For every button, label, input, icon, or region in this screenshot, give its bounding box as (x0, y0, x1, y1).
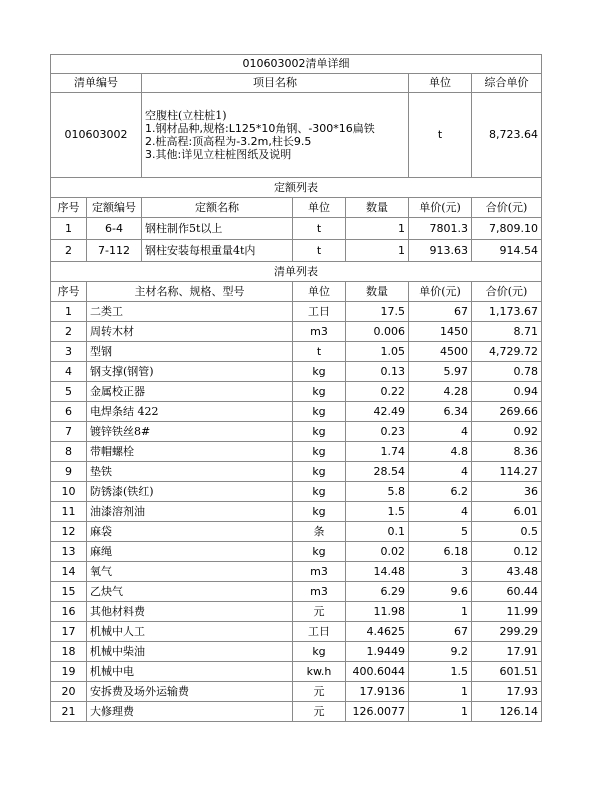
material-qty: 0.1 (346, 522, 409, 542)
material-row (51, 442, 542, 462)
material-unit-price: 67 (409, 302, 472, 322)
material-row (51, 382, 542, 402)
material-unit: 条 (293, 522, 346, 542)
material-name-header: 主材名称、规格、型号 (87, 282, 293, 302)
material-qty: 400.6044 (346, 662, 409, 682)
item-description (142, 93, 409, 178)
bill-detail-table (50, 54, 542, 722)
material-unit-price: 5 (409, 522, 472, 542)
material-name: 大修理费 (87, 702, 293, 722)
material-unit: kg (293, 462, 346, 482)
material-row (51, 362, 542, 382)
material-seq: 4 (51, 362, 87, 382)
material-name: 机械中人工 (87, 622, 293, 642)
quota-total: 914.54 (472, 240, 542, 262)
material-unit-price: 1.5 (409, 662, 472, 682)
material-name: 氧气 (87, 562, 293, 582)
quota-seq-header: 序号 (51, 198, 87, 218)
material-seq: 21 (51, 702, 87, 722)
material-seq: 8 (51, 442, 87, 462)
material-qty: 0.006 (346, 322, 409, 342)
material-seq: 16 (51, 602, 87, 622)
material-row (51, 462, 542, 482)
material-total: 0.78 (472, 362, 542, 382)
material-seq: 2 (51, 322, 87, 342)
material-total: 6.01 (472, 502, 542, 522)
material-row (51, 402, 542, 422)
material-unit-price: 9.2 (409, 642, 472, 662)
material-qty: 126.0077 (346, 702, 409, 722)
material-unit-price: 4 (409, 502, 472, 522)
material-unit: 元 (293, 682, 346, 702)
material-qty: 1.9449 (346, 642, 409, 662)
material-name: 带帽螺栓 (87, 442, 293, 462)
item-description-line: 3.其他:详见立柱桩图纸及说明 (145, 148, 292, 161)
material-qty: 14.48 (346, 562, 409, 582)
material-qty: 6.29 (346, 582, 409, 602)
material-unit-price: 5.97 (409, 362, 472, 382)
material-section-row (51, 262, 542, 282)
material-qty: 0.02 (346, 542, 409, 562)
material-row (51, 662, 542, 682)
material-seq: 1 (51, 302, 87, 322)
material-qty: 0.23 (346, 422, 409, 442)
material-unit-price: 1 (409, 602, 472, 622)
material-name: 安拆费及场外运输费 (87, 682, 293, 702)
material-total: 0.92 (472, 422, 542, 442)
material-unit-price: 4 (409, 462, 472, 482)
item-name-header: 项目名称 (142, 74, 409, 93)
material-total: 8.71 (472, 322, 542, 342)
item-header-row (51, 74, 542, 93)
material-unit-price: 4.8 (409, 442, 472, 462)
material-total: 60.44 (472, 582, 542, 602)
quota-code: 6-4 (87, 218, 142, 240)
material-unit: 元 (293, 602, 346, 622)
material-seq: 7 (51, 422, 87, 442)
item-unit: t (409, 93, 472, 178)
material-unit: kg (293, 422, 346, 442)
material-unit-price: 6.34 (409, 402, 472, 422)
material-qty: 42.49 (346, 402, 409, 422)
material-unit: 元 (293, 702, 346, 722)
material-unit-header: 单位 (293, 282, 346, 302)
material-unit-price: 4500 (409, 342, 472, 362)
item-code: 010603002 (51, 93, 142, 178)
material-unit: t (293, 342, 346, 362)
item-unit-header: 单位 (409, 74, 472, 93)
material-unit: m3 (293, 562, 346, 582)
material-header-row (51, 282, 542, 302)
material-row (51, 602, 542, 622)
material-qty: 1.05 (346, 342, 409, 362)
title-row (51, 55, 542, 74)
material-name: 其他材料费 (87, 602, 293, 622)
material-row (51, 702, 542, 722)
material-name: 型钢 (87, 342, 293, 362)
material-qty: 5.8 (346, 482, 409, 502)
material-unit: m3 (293, 322, 346, 342)
material-unit-price: 67 (409, 622, 472, 642)
quota-unit-price: 7801.3 (409, 218, 472, 240)
material-seq: 11 (51, 502, 87, 522)
material-unit-price: 1 (409, 682, 472, 702)
material-unit: m3 (293, 582, 346, 602)
material-qty: 17.9136 (346, 682, 409, 702)
material-row (51, 302, 542, 322)
material-seq: 17 (51, 622, 87, 642)
material-row (51, 622, 542, 642)
item-price: 8,723.64 (472, 93, 542, 178)
material-unit: kw.h (293, 662, 346, 682)
material-unit-price: 4.28 (409, 382, 472, 402)
material-name: 麻绳 (87, 542, 293, 562)
material-row (51, 522, 542, 542)
material-name: 电焊条结 422 (87, 402, 293, 422)
quota-total-header: 合价(元) (472, 198, 542, 218)
material-total: 36 (472, 482, 542, 502)
quota-section-row (51, 178, 542, 198)
material-unit-price: 9.6 (409, 582, 472, 602)
material-unit-price: 1450 (409, 322, 472, 342)
material-seq: 20 (51, 682, 87, 702)
material-seq: 3 (51, 342, 87, 362)
material-seq: 9 (51, 462, 87, 482)
item-row (51, 93, 542, 178)
material-seq: 14 (51, 562, 87, 582)
material-name: 二类工 (87, 302, 293, 322)
material-total: 601.51 (472, 662, 542, 682)
material-seq: 19 (51, 662, 87, 682)
material-qty: 0.13 (346, 362, 409, 382)
material-total: 4,729.72 (472, 342, 542, 362)
material-seq: 10 (51, 482, 87, 502)
material-total: 17.91 (472, 642, 542, 662)
material-unit: kg (293, 482, 346, 502)
material-name: 防锈漆(铁红) (87, 482, 293, 502)
material-seq: 13 (51, 542, 87, 562)
item-description-line: 1.钢材品种,规格:L125*10角钢、-300*16扁铁 (145, 122, 375, 135)
material-total: 0.12 (472, 542, 542, 562)
material-total: 0.94 (472, 382, 542, 402)
material-name: 钢支撑(钢管) (87, 362, 293, 382)
material-row (51, 502, 542, 522)
item-code-header: 清单编号 (51, 74, 142, 93)
quota-qty: 1 (346, 240, 409, 262)
material-qty: 1.74 (346, 442, 409, 462)
material-name: 垫铁 (87, 462, 293, 482)
quota-row (51, 218, 542, 240)
material-total: 126.14 (472, 702, 542, 722)
quota-qty-header: 数量 (346, 198, 409, 218)
material-seq-header: 序号 (51, 282, 87, 302)
material-unit-price: 6.2 (409, 482, 472, 502)
material-name: 机械中电 (87, 662, 293, 682)
material-total-header: 合价(元) (472, 282, 542, 302)
quota-unit: t (293, 240, 346, 262)
material-name: 周转木材 (87, 322, 293, 342)
material-name: 油漆溶剂油 (87, 502, 293, 522)
material-name: 乙炔气 (87, 582, 293, 602)
material-unit-price: 3 (409, 562, 472, 582)
material-unit: kg (293, 542, 346, 562)
material-row (51, 342, 542, 362)
material-total: 114.27 (472, 462, 542, 482)
material-total: 1,173.67 (472, 302, 542, 322)
material-unit: kg (293, 642, 346, 662)
quota-name: 钢柱安装每根重量4t内 (142, 240, 293, 262)
item-price-header: 综合单价 (472, 74, 542, 93)
material-unit-price: 1 (409, 702, 472, 722)
material-qty: 4.4625 (346, 622, 409, 642)
material-unit: kg (293, 502, 346, 522)
material-unit: 工日 (293, 302, 346, 322)
material-unit: kg (293, 402, 346, 422)
material-unit-price: 4 (409, 422, 472, 442)
material-seq: 15 (51, 582, 87, 602)
material-total: 299.29 (472, 622, 542, 642)
quota-total: 7,809.10 (472, 218, 542, 240)
material-unit: kg (293, 382, 346, 402)
quota-unit-price: 913.63 (409, 240, 472, 262)
quota-section-title: 定额列表 (51, 178, 542, 198)
material-unit: kg (293, 442, 346, 462)
material-row (51, 322, 542, 342)
material-qty: 11.98 (346, 602, 409, 622)
material-total: 43.48 (472, 562, 542, 582)
material-unit-price: 6.18 (409, 542, 472, 562)
item-description-line: 空腹柱(立柱桩1) (145, 109, 227, 122)
material-qty: 17.5 (346, 302, 409, 322)
material-qty: 0.22 (346, 382, 409, 402)
material-name: 金属校正器 (87, 382, 293, 402)
quota-code-header: 定额编号 (87, 198, 142, 218)
material-seq: 12 (51, 522, 87, 542)
material-section-title: 清单列表 (51, 262, 542, 282)
quota-code: 7-112 (87, 240, 142, 262)
quota-unit-header: 单位 (293, 198, 346, 218)
quota-unit: t (293, 218, 346, 240)
material-unit: kg (293, 362, 346, 382)
quota-name-header: 定额名称 (142, 198, 293, 218)
material-name: 机械中柴油 (87, 642, 293, 662)
material-total: 269.66 (472, 402, 542, 422)
material-total: 11.99 (472, 602, 542, 622)
material-unit-price-header: 单价(元) (409, 282, 472, 302)
material-row (51, 482, 542, 502)
quota-header-row (51, 198, 542, 218)
quota-unit-price-header: 单价(元) (409, 198, 472, 218)
page-title: 010603002清单详细 (51, 55, 542, 74)
material-name: 麻袋 (87, 522, 293, 542)
material-qty: 28.54 (346, 462, 409, 482)
material-total: 8.36 (472, 442, 542, 462)
material-row (51, 582, 542, 602)
material-name: 镀锌铁丝8# (87, 422, 293, 442)
material-row (51, 682, 542, 702)
material-row (51, 422, 542, 442)
material-row (51, 562, 542, 582)
material-seq: 18 (51, 642, 87, 662)
material-row (51, 542, 542, 562)
material-seq: 6 (51, 402, 87, 422)
item-description-line: 2.桩高程:顶高程为-3.2m,柱长9.5 (145, 135, 312, 148)
quota-name: 钢柱制作5t以上 (142, 218, 293, 240)
material-total: 0.5 (472, 522, 542, 542)
material-row (51, 642, 542, 662)
material-total: 17.93 (472, 682, 542, 702)
quota-row (51, 240, 542, 262)
material-unit: 工日 (293, 622, 346, 642)
quota-seq: 1 (51, 218, 87, 240)
material-qty: 1.5 (346, 502, 409, 522)
material-seq: 5 (51, 382, 87, 402)
quota-qty: 1 (346, 218, 409, 240)
material-qty-header: 数量 (346, 282, 409, 302)
quota-seq: 2 (51, 240, 87, 262)
